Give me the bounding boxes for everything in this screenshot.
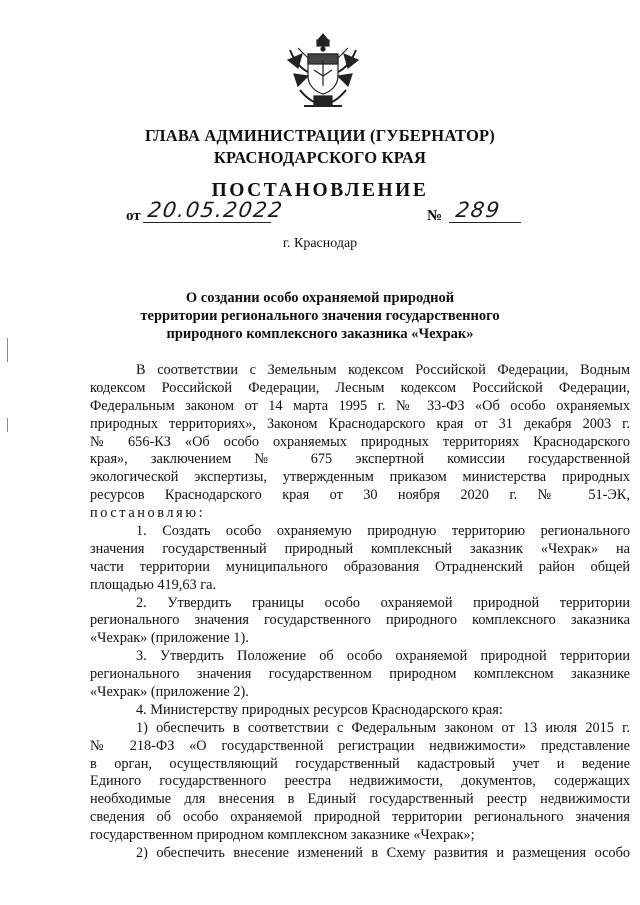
body-line: ресурсов Краснодарского края от 30 ноября 2020 г. № 51-ЭК, bbox=[90, 487, 630, 504]
body-line: регионального значения государственном природном комплексном заказнике bbox=[90, 666, 630, 683]
body-line: В соответствии с Земельным кодексом Российской Федерации, Водным bbox=[136, 362, 630, 378]
body-line: части территории муниципального образования Отрадненский район общей bbox=[90, 558, 630, 575]
body-line: государственном природном комплексном заказнике «Чехрак»; bbox=[90, 827, 475, 844]
document-title-line: территории регионального значения государственного bbox=[140, 308, 500, 324]
body-line: края», заключением № 675 экспертной комиссии государственной bbox=[90, 451, 630, 468]
body-line: кодексом Российской Федерации, Лесным кодексом Российской Федерации, bbox=[90, 379, 630, 396]
body-line: 1. Создать особо охраняемую природную территорию регионального bbox=[136, 523, 630, 540]
document-body bbox=[90, 362, 630, 863]
body-line: необходимые для внесения в Единый государственный реестр недвижимости bbox=[90, 791, 630, 808]
scan-margin-mark bbox=[7, 338, 8, 362]
document-title-line: О создании особо охраняемой природной bbox=[185, 290, 455, 306]
handwritten-date: 20.05.2022 bbox=[146, 198, 285, 222]
body-line: 4. Министерству природных ресурсов Краснодарского края: bbox=[136, 701, 503, 718]
body-line: сведения об особо охраняемой природной территории регионального значения bbox=[90, 809, 630, 826]
number-underline bbox=[449, 222, 521, 223]
number-prefix: № bbox=[427, 208, 443, 224]
body-line: в орган, осуществляющий государственный кадастровый учет и ведение bbox=[90, 755, 630, 772]
body-line: значения государственный природный комплексный заказник «Чехрак» на bbox=[90, 540, 630, 557]
body-line: 1) обеспечить в соответствии с Федеральным законом от 13 июля 2015 г. bbox=[136, 719, 630, 736]
body-line: Единого государственного реестра недвижимости, документов, содержащих bbox=[90, 773, 630, 790]
body-line: 2. Утвердить границы особо охраняемой природной территории bbox=[136, 594, 630, 611]
body-line: «Чехрак» (приложение 1). bbox=[90, 630, 249, 647]
body-line: природных территориях», Законом Краснодарского края от 31 декабря 2003 г. bbox=[90, 415, 630, 432]
date-prefix: от bbox=[126, 208, 141, 224]
authority-title-line1: ГЛАВА АДМИНИСТРАЦИИ (ГУБЕРНАТОР) bbox=[145, 126, 495, 145]
body-line: постановляю: bbox=[90, 505, 206, 522]
body-line: 3. Утвердить Положение об особо охраняемой природной территории bbox=[136, 648, 630, 665]
krasnodar-coat-of-arms-icon bbox=[284, 30, 362, 114]
body-line: № 218-ФЗ «О государственной регистрации недвижимости» представление bbox=[90, 737, 630, 754]
date-underline bbox=[143, 222, 271, 223]
city-label: г. Краснодар bbox=[282, 236, 358, 251]
body-line: 2) обеспечить внесение изменений в Схему развития и размещения особо bbox=[136, 845, 630, 862]
document-title-line: природного комплексного заказника «Чехрак» bbox=[166, 326, 474, 342]
body-line: площадью 419,63 га. bbox=[90, 576, 217, 593]
document-type: ПОСТАНОВЛЕНИЕ bbox=[211, 180, 429, 201]
body-line: экологической экспертизы, утвержденным приказом министерства природных bbox=[90, 469, 630, 486]
body-line: «Чехрак» (приложение 2). bbox=[90, 684, 249, 701]
body-line: № 656-КЗ «Об особо охраняемых природных территориях Краснодарского bbox=[90, 433, 630, 450]
handwritten-number: 289 bbox=[454, 198, 503, 222]
scan-margin-mark bbox=[7, 418, 8, 432]
body-line: Федеральным законом от 14 марта 1995 г. № 33-ФЗ «Об особо охраняемых bbox=[90, 397, 630, 414]
authority-title-line2: КРАСНОДАРСКОГО КРАЯ bbox=[213, 148, 427, 167]
body-line: регионального значения государственного природного комплексного заказника bbox=[90, 612, 630, 629]
